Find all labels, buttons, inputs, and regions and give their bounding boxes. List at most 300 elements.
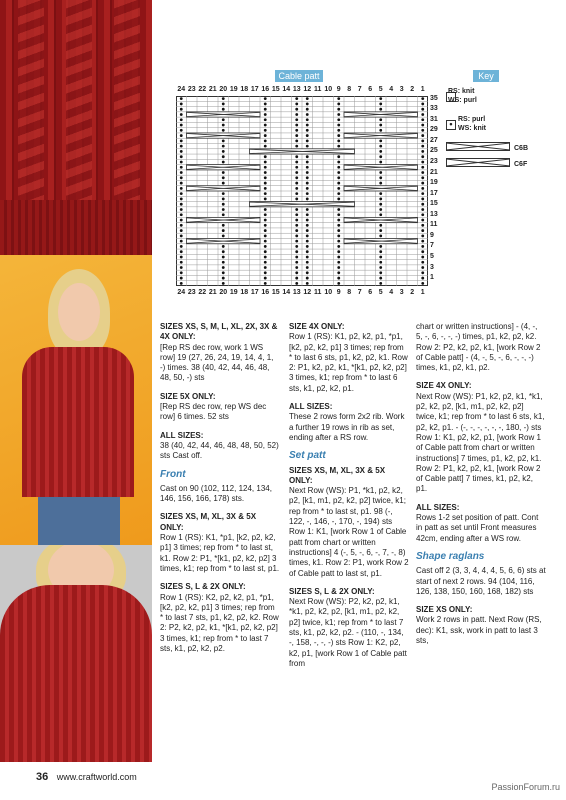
column-number: 11 bbox=[314, 86, 322, 93]
purl-dot bbox=[306, 256, 309, 259]
purl-dot bbox=[421, 103, 424, 106]
purl-dot bbox=[421, 266, 424, 269]
purl-dot bbox=[421, 245, 424, 248]
model-photo bbox=[0, 255, 152, 545]
purl-dot bbox=[379, 224, 382, 227]
row-number: 11 bbox=[430, 221, 438, 229]
instruction-text: Cast on 90 (102, 112, 124, 134, 146, 156, 166, 178) sts. bbox=[160, 483, 272, 504]
purl-dot bbox=[295, 124, 298, 127]
size-label: SIZES S, L & 2X ONLY: bbox=[289, 586, 375, 596]
column-number: 17 bbox=[250, 86, 259, 93]
purl-dot bbox=[421, 229, 424, 232]
purl-dot bbox=[421, 271, 424, 274]
column-number: 7 bbox=[357, 289, 362, 296]
purl-dot bbox=[421, 145, 424, 148]
purl-dot bbox=[180, 198, 183, 201]
purl-dot bbox=[379, 245, 382, 248]
purl-dot bbox=[222, 171, 225, 174]
purl-dot bbox=[295, 277, 298, 280]
purl-dot bbox=[306, 176, 309, 179]
column-number: 24 bbox=[177, 289, 186, 296]
purl-dot bbox=[421, 282, 424, 285]
column-number: 12 bbox=[303, 86, 312, 93]
purl-dot bbox=[379, 256, 382, 259]
purl-dot bbox=[222, 129, 225, 132]
purl-dot bbox=[222, 277, 225, 280]
purl-dot bbox=[180, 213, 183, 216]
purl-dot bbox=[306, 245, 309, 248]
purl-dot bbox=[180, 124, 183, 127]
purl-dot bbox=[264, 166, 267, 169]
row-number: 23 bbox=[430, 157, 438, 165]
instruction-block bbox=[160, 392, 280, 423]
purl-dot bbox=[264, 240, 267, 243]
row-number: 21 bbox=[430, 168, 438, 176]
purl-dot bbox=[180, 219, 183, 222]
column-number: 11 bbox=[314, 289, 322, 296]
purl-dot bbox=[180, 261, 183, 264]
purl-dot bbox=[180, 134, 183, 137]
text-column-3 bbox=[416, 322, 546, 654]
column-number: 21 bbox=[208, 86, 217, 93]
row-number: 5 bbox=[430, 252, 434, 260]
column-number: 12 bbox=[303, 289, 312, 296]
purl-dot bbox=[295, 171, 298, 174]
purl-dot bbox=[180, 282, 183, 285]
purl-dot bbox=[264, 245, 267, 248]
column-number: 20 bbox=[219, 86, 228, 93]
purl-dot bbox=[337, 118, 340, 121]
purl-dot bbox=[337, 103, 340, 106]
key-c6f: C6F bbox=[514, 161, 528, 168]
purl-dot bbox=[180, 203, 183, 206]
column-number: 3 bbox=[399, 289, 404, 296]
purl-dot bbox=[295, 256, 298, 259]
size-label: ALL SIZES: bbox=[289, 402, 333, 412]
purl-dot bbox=[306, 240, 309, 243]
purl-dot bbox=[264, 139, 267, 142]
column-number: 3 bbox=[399, 86, 404, 93]
section-heading: Shape raglans bbox=[416, 550, 485, 562]
purl-dot bbox=[379, 176, 382, 179]
purl-dot bbox=[264, 155, 267, 158]
purl-dot bbox=[421, 277, 424, 280]
purl-dot bbox=[222, 271, 225, 274]
purl-dot bbox=[306, 166, 309, 169]
instruction-block bbox=[160, 431, 280, 462]
purl-dot bbox=[337, 139, 340, 142]
purl-dot bbox=[222, 213, 225, 216]
column-number: 5 bbox=[378, 86, 383, 93]
purl-symbol: • bbox=[446, 120, 456, 130]
site-url: www.craftworld.com bbox=[56, 772, 137, 782]
purl-dot bbox=[180, 245, 183, 248]
column-number: 9 bbox=[336, 289, 341, 296]
instruction-block bbox=[160, 484, 280, 505]
column-number: 10 bbox=[324, 289, 333, 296]
purl-dot bbox=[306, 261, 309, 264]
instruction-block bbox=[416, 322, 546, 373]
purl-dot bbox=[337, 187, 340, 190]
purl-dot bbox=[180, 208, 183, 211]
purl-dot bbox=[337, 134, 340, 137]
purl-dot bbox=[180, 166, 183, 169]
column-number: 17 bbox=[250, 289, 259, 296]
size-label: SIZES XS, M, XL, 3X & 5X ONLY: bbox=[160, 512, 257, 532]
purl-dot bbox=[421, 208, 424, 211]
purl-dot bbox=[306, 182, 309, 185]
purl-dot bbox=[379, 203, 382, 206]
purl-dot bbox=[306, 124, 309, 127]
size-label: ALL SIZES: bbox=[160, 430, 204, 440]
key-c6b: C6B bbox=[514, 145, 529, 152]
size-label: SIZE 4X ONLY: bbox=[416, 381, 472, 391]
purl-dot bbox=[306, 171, 309, 174]
purl-dot bbox=[306, 213, 309, 216]
sweater-closeup-photo-top bbox=[0, 0, 152, 255]
purl-dot bbox=[421, 113, 424, 116]
purl-dot bbox=[306, 234, 309, 237]
purl-dot bbox=[379, 97, 382, 100]
purl-dot bbox=[421, 234, 424, 237]
purl-dot bbox=[337, 271, 340, 274]
instruction-block bbox=[160, 582, 280, 654]
purl-dot bbox=[337, 166, 340, 169]
purl-dot bbox=[379, 161, 382, 164]
column-number: 18 bbox=[240, 289, 249, 296]
purl-dot bbox=[295, 219, 298, 222]
purl-dot bbox=[264, 192, 267, 195]
purl-dot bbox=[222, 229, 225, 232]
purl-dot bbox=[295, 97, 298, 100]
purl-dot bbox=[180, 234, 183, 237]
purl-dot bbox=[295, 271, 298, 274]
purl-dot bbox=[421, 166, 424, 169]
purl-dot bbox=[264, 171, 267, 174]
row-number: 29 bbox=[430, 126, 438, 134]
purl-dot bbox=[379, 103, 382, 106]
purl-dot bbox=[306, 271, 309, 274]
key-purl-rs: RS: purl bbox=[458, 116, 486, 123]
purl-dot bbox=[421, 224, 424, 227]
size-label: SIZES XS, S, M, L, XL, 2X, 3X & 4X ONLY: bbox=[160, 322, 278, 342]
purl-dot bbox=[337, 198, 340, 201]
purl-dot bbox=[421, 108, 424, 111]
purl-dot bbox=[421, 256, 424, 259]
instruction-text: Row 1 (RS): K1, *p1, [k2, p2, k2, p1] 3 times; rep from * to last st, k1. Row 2: P1, *[k1, p2, k2, p2] 3 times, k1; rep from * to last st, p1. bbox=[160, 533, 280, 573]
purl-dot bbox=[264, 134, 267, 137]
purl-dot bbox=[180, 176, 183, 179]
purl-dot bbox=[264, 224, 267, 227]
purl-dot bbox=[264, 219, 267, 222]
row-number: 25 bbox=[430, 147, 438, 155]
purl-dot bbox=[337, 213, 340, 216]
row-number: 1 bbox=[430, 274, 434, 282]
purl-dot bbox=[379, 150, 382, 153]
purl-dot bbox=[337, 113, 340, 116]
column-number: 6 bbox=[368, 289, 373, 296]
row-number: 35 bbox=[430, 94, 438, 102]
column-number: 4 bbox=[389, 289, 394, 296]
instruction-block bbox=[289, 587, 409, 669]
purl-dot bbox=[295, 240, 298, 243]
purl-dot bbox=[379, 250, 382, 253]
purl-dot bbox=[379, 155, 382, 158]
purl-dot bbox=[264, 161, 267, 164]
purl-dot bbox=[306, 103, 309, 106]
instruction-text: 38 (40, 42, 44, 46, 48, 48, 50, 52) sts Cast off. bbox=[160, 440, 279, 461]
purl-dot bbox=[306, 145, 309, 148]
purl-dot bbox=[306, 277, 309, 280]
instruction-text: Cast off 2 (3, 3, 4, 4, 4, 5, 6, 6) sts at start of next 2 rows. 94 (104, 116, 126, 138, 150, 160, 168, 182) sts bbox=[416, 566, 546, 596]
purl-dot bbox=[264, 182, 267, 185]
column-number: 5 bbox=[378, 289, 383, 296]
cable-chart-grid bbox=[176, 96, 428, 286]
purl-dot bbox=[337, 229, 340, 232]
key-title: Key bbox=[473, 70, 499, 82]
purl-dot bbox=[421, 124, 424, 127]
purl-dot bbox=[337, 208, 340, 211]
purl-dot bbox=[421, 118, 424, 121]
column-number: 1 bbox=[420, 289, 425, 296]
purl-dot bbox=[337, 224, 340, 227]
purl-dot bbox=[421, 192, 424, 195]
purl-dot bbox=[337, 108, 340, 111]
chart-column-numbers-bottom bbox=[176, 289, 428, 299]
purl-dot bbox=[180, 103, 183, 106]
instruction-block bbox=[289, 466, 409, 579]
column-number: 9 bbox=[336, 86, 341, 93]
purl-dot bbox=[421, 203, 424, 206]
section-heading: Front bbox=[160, 468, 186, 480]
purl-dot bbox=[180, 145, 183, 148]
instruction-block bbox=[289, 402, 409, 443]
column-number: 16 bbox=[261, 86, 270, 93]
purl-dot bbox=[222, 256, 225, 259]
purl-dot bbox=[295, 261, 298, 264]
size-label: ALL SIZES: bbox=[416, 502, 460, 512]
c6b-symbol bbox=[446, 142, 510, 168]
purl-dot bbox=[295, 129, 298, 132]
purl-dot bbox=[180, 129, 183, 132]
size-label: SIZES XS, M, XL, 3X & 5X ONLY: bbox=[289, 465, 386, 485]
purl-dot bbox=[264, 208, 267, 211]
purl-dot bbox=[337, 192, 340, 195]
column-number: 15 bbox=[271, 289, 280, 296]
purl-dot bbox=[421, 171, 424, 174]
column-number: 6 bbox=[368, 86, 373, 93]
column-number: 24 bbox=[177, 86, 186, 93]
purl-dot bbox=[421, 155, 424, 158]
purl-dot bbox=[306, 97, 309, 100]
purl-dot bbox=[306, 224, 309, 227]
purl-dot bbox=[306, 108, 309, 111]
purl-dot bbox=[306, 134, 309, 137]
purl-dot bbox=[306, 155, 309, 158]
instruction-text: chart or written instructions] - (4, -, 5, -, 6, -, -, -) times, p1, k2, p2, k2. Row 2: P2, k2, p2, k1, [work Row 2 of Cable patt] - (4, -, 5, -, 6, -, -, -) times, k1, p2, k1, p2. bbox=[416, 322, 541, 373]
instruction-text: Next Row (WS): P1, *k1, p2, k2, p2, [k1, m1, p2, k2, p2] twice, k1; rep from * to last st, p1. 98 (-, 122, -, 146, -, 170, -, 194) sts Row 1: K1, [work Row 1 of Cable patt from chart or written instructions] 4 (-, 5, -, 6, -, 7, -, 8) times, k1. Row 2: P1, work Row 2 of Cable patt to last st, p1. bbox=[289, 486, 409, 578]
purl-dot bbox=[222, 245, 225, 248]
purl-dot bbox=[264, 271, 267, 274]
column-number: 2 bbox=[410, 289, 415, 296]
purl-dot bbox=[295, 208, 298, 211]
purl-dot bbox=[222, 192, 225, 195]
column-number: 16 bbox=[261, 289, 270, 296]
purl-dot bbox=[421, 150, 424, 153]
purl-dot bbox=[337, 155, 340, 158]
text-column-2 bbox=[289, 322, 409, 677]
column-number: 15 bbox=[271, 86, 280, 93]
row-number: 7 bbox=[430, 242, 434, 250]
purl-dot bbox=[222, 250, 225, 253]
column-number: 13 bbox=[292, 86, 301, 93]
purl-dot bbox=[421, 182, 424, 185]
purl-dot bbox=[180, 118, 183, 121]
purl-dot bbox=[222, 145, 225, 148]
purl-dot bbox=[264, 250, 267, 253]
instruction-text: Next Row (WS): P2, k2, p2, k1, *k1, p2, k2, p2, [k1, m1, p2, k2, p2] twice, k1; rep from * to last 7 sts, k1, p2, k2, p2. - (110, -, 134, -, 158, -, -, -) sts Row 1: K2, p2, k2, p1, [work Row 1 of Cable patt from bbox=[289, 597, 407, 668]
purl-dot bbox=[379, 198, 382, 201]
purl-dot bbox=[180, 240, 183, 243]
purl-dot bbox=[337, 161, 340, 164]
purl-dot bbox=[379, 129, 382, 132]
row-number: 19 bbox=[430, 179, 438, 187]
instruction-text: Row 1 (RS): K2, p2, k2, p1, *p1, [k2, p2, k2, p1] 3 times; rep from * to last 7 sts, p1, k2, p2, k2. Row 2: P2, k2, p2, k1, *[k1, p2, k2, p2] 3 times, k1; rep from * to last 7 sts, k1, p2, k2, p2. bbox=[160, 592, 279, 654]
purl-dot bbox=[337, 266, 340, 269]
purl-dot bbox=[379, 271, 382, 274]
chart-column-numbers-top bbox=[176, 86, 428, 96]
purl-dot bbox=[295, 182, 298, 185]
purl-dot bbox=[306, 208, 309, 211]
instruction-block bbox=[160, 512, 280, 574]
purl-dot bbox=[337, 240, 340, 243]
page-footer bbox=[36, 771, 137, 783]
purl-dot bbox=[264, 176, 267, 179]
column-number: 2 bbox=[410, 86, 415, 93]
purl-dot bbox=[306, 113, 309, 116]
page-number: 36 bbox=[36, 771, 49, 783]
purl-dot bbox=[222, 108, 225, 111]
instruction-text: Work 2 rows in patt. Next Row (RS, dec): K1, ssk, work in patt to last 3 sts, bbox=[416, 615, 542, 646]
purl-dot bbox=[180, 161, 183, 164]
purl-dot bbox=[180, 250, 183, 253]
purl-dot bbox=[337, 219, 340, 222]
purl-dot bbox=[180, 182, 183, 185]
purl-dot bbox=[337, 256, 340, 259]
column-number: 22 bbox=[198, 289, 207, 296]
purl-dot bbox=[306, 118, 309, 121]
instruction-block bbox=[289, 322, 409, 394]
purl-dot bbox=[180, 139, 183, 142]
purl-dot bbox=[180, 277, 183, 280]
column-number: 1 bbox=[420, 86, 425, 93]
cable-patt-title: Cable patt bbox=[275, 70, 323, 82]
purl-dot bbox=[264, 234, 267, 237]
column-number: 14 bbox=[282, 289, 291, 296]
purl-dot bbox=[306, 129, 309, 132]
purl-dot bbox=[264, 213, 267, 216]
purl-dot bbox=[264, 261, 267, 264]
purl-dot bbox=[379, 213, 382, 216]
column-number: 8 bbox=[347, 289, 352, 296]
size-label: SIZE XS ONLY: bbox=[416, 605, 473, 615]
row-number: 13 bbox=[430, 210, 438, 218]
purl-dot bbox=[379, 118, 382, 121]
purl-dot bbox=[337, 176, 340, 179]
purl-dot bbox=[421, 240, 424, 243]
purl-dot bbox=[264, 103, 267, 106]
purl-dot bbox=[180, 224, 183, 227]
purl-dot bbox=[295, 187, 298, 190]
purl-dot bbox=[222, 155, 225, 158]
purl-dot bbox=[306, 198, 309, 201]
purl-dot bbox=[421, 250, 424, 253]
row-number: 27 bbox=[430, 136, 438, 144]
purl-dot bbox=[222, 234, 225, 237]
purl-dot bbox=[337, 97, 340, 100]
column-number: 19 bbox=[229, 289, 238, 296]
purl-dot bbox=[306, 266, 309, 269]
purl-dot bbox=[264, 229, 267, 232]
purl-dot bbox=[421, 261, 424, 264]
purl-dot bbox=[295, 198, 298, 201]
purl-dot bbox=[264, 277, 267, 280]
purl-dot bbox=[180, 256, 183, 259]
purl-dot bbox=[306, 139, 309, 142]
purl-dot bbox=[264, 124, 267, 127]
purl-dot bbox=[222, 266, 225, 269]
instruction-block bbox=[416, 605, 546, 646]
section-heading: Set patt bbox=[289, 450, 326, 462]
instruction-text: [Rep RS dec row, rep WS dec row] 6 times. 52 sts bbox=[160, 402, 267, 422]
purl-dot bbox=[295, 103, 298, 106]
purl-dot bbox=[264, 256, 267, 259]
purl-dot bbox=[180, 229, 183, 232]
purl-dot bbox=[222, 182, 225, 185]
purl-dot bbox=[264, 97, 267, 100]
purl-dot bbox=[264, 145, 267, 148]
instruction-text: Rows 1-2 set position of patt. Cont in patt as set until Front measures 42cm, ending after a WS row. bbox=[416, 513, 539, 543]
purl-dot bbox=[264, 113, 267, 116]
purl-dot bbox=[264, 129, 267, 132]
purl-dot bbox=[379, 261, 382, 264]
purl-dot bbox=[295, 234, 298, 237]
purl-dot bbox=[295, 155, 298, 158]
purl-dot bbox=[379, 145, 382, 148]
row-number: 9 bbox=[430, 231, 434, 239]
chart-row-numbers bbox=[430, 96, 444, 286]
column-number: 20 bbox=[219, 289, 228, 296]
purl-dot bbox=[295, 176, 298, 179]
purl-dot bbox=[222, 203, 225, 206]
instruction-block bbox=[416, 566, 546, 597]
purl-dot bbox=[306, 161, 309, 164]
purl-dot bbox=[337, 245, 340, 248]
purl-dot bbox=[222, 161, 225, 164]
instruction-text: Row 1 (RS): K1, p2, k2, p1, *p1, [k2, p2, k2, p1] 3 times; rep from * to last 6 sts, p1, k2, p2, k1. Row 2: P1, k2, p2, k1, *[k1, p2, k2, p2] 3 times, k1; rep from * to last 6 sts, k1, p2, k2, p1. bbox=[289, 332, 408, 393]
purl-dot bbox=[180, 171, 183, 174]
purl-dot bbox=[306, 229, 309, 232]
purl-dot bbox=[222, 124, 225, 127]
purl-dot bbox=[222, 261, 225, 264]
purl-dot bbox=[295, 145, 298, 148]
purl-dot bbox=[180, 192, 183, 195]
purl-dot bbox=[295, 192, 298, 195]
row-number: 15 bbox=[430, 200, 438, 208]
column-number: 23 bbox=[187, 289, 196, 296]
purl-dot bbox=[379, 234, 382, 237]
instruction-text: [Rep RS dec row, work 1 WS row] 19 (27, 26, 24, 19, 14, 4, 1, -) times. 38 (40, 42, 44, 46, 48, 48, 50, -) sts bbox=[160, 342, 274, 383]
